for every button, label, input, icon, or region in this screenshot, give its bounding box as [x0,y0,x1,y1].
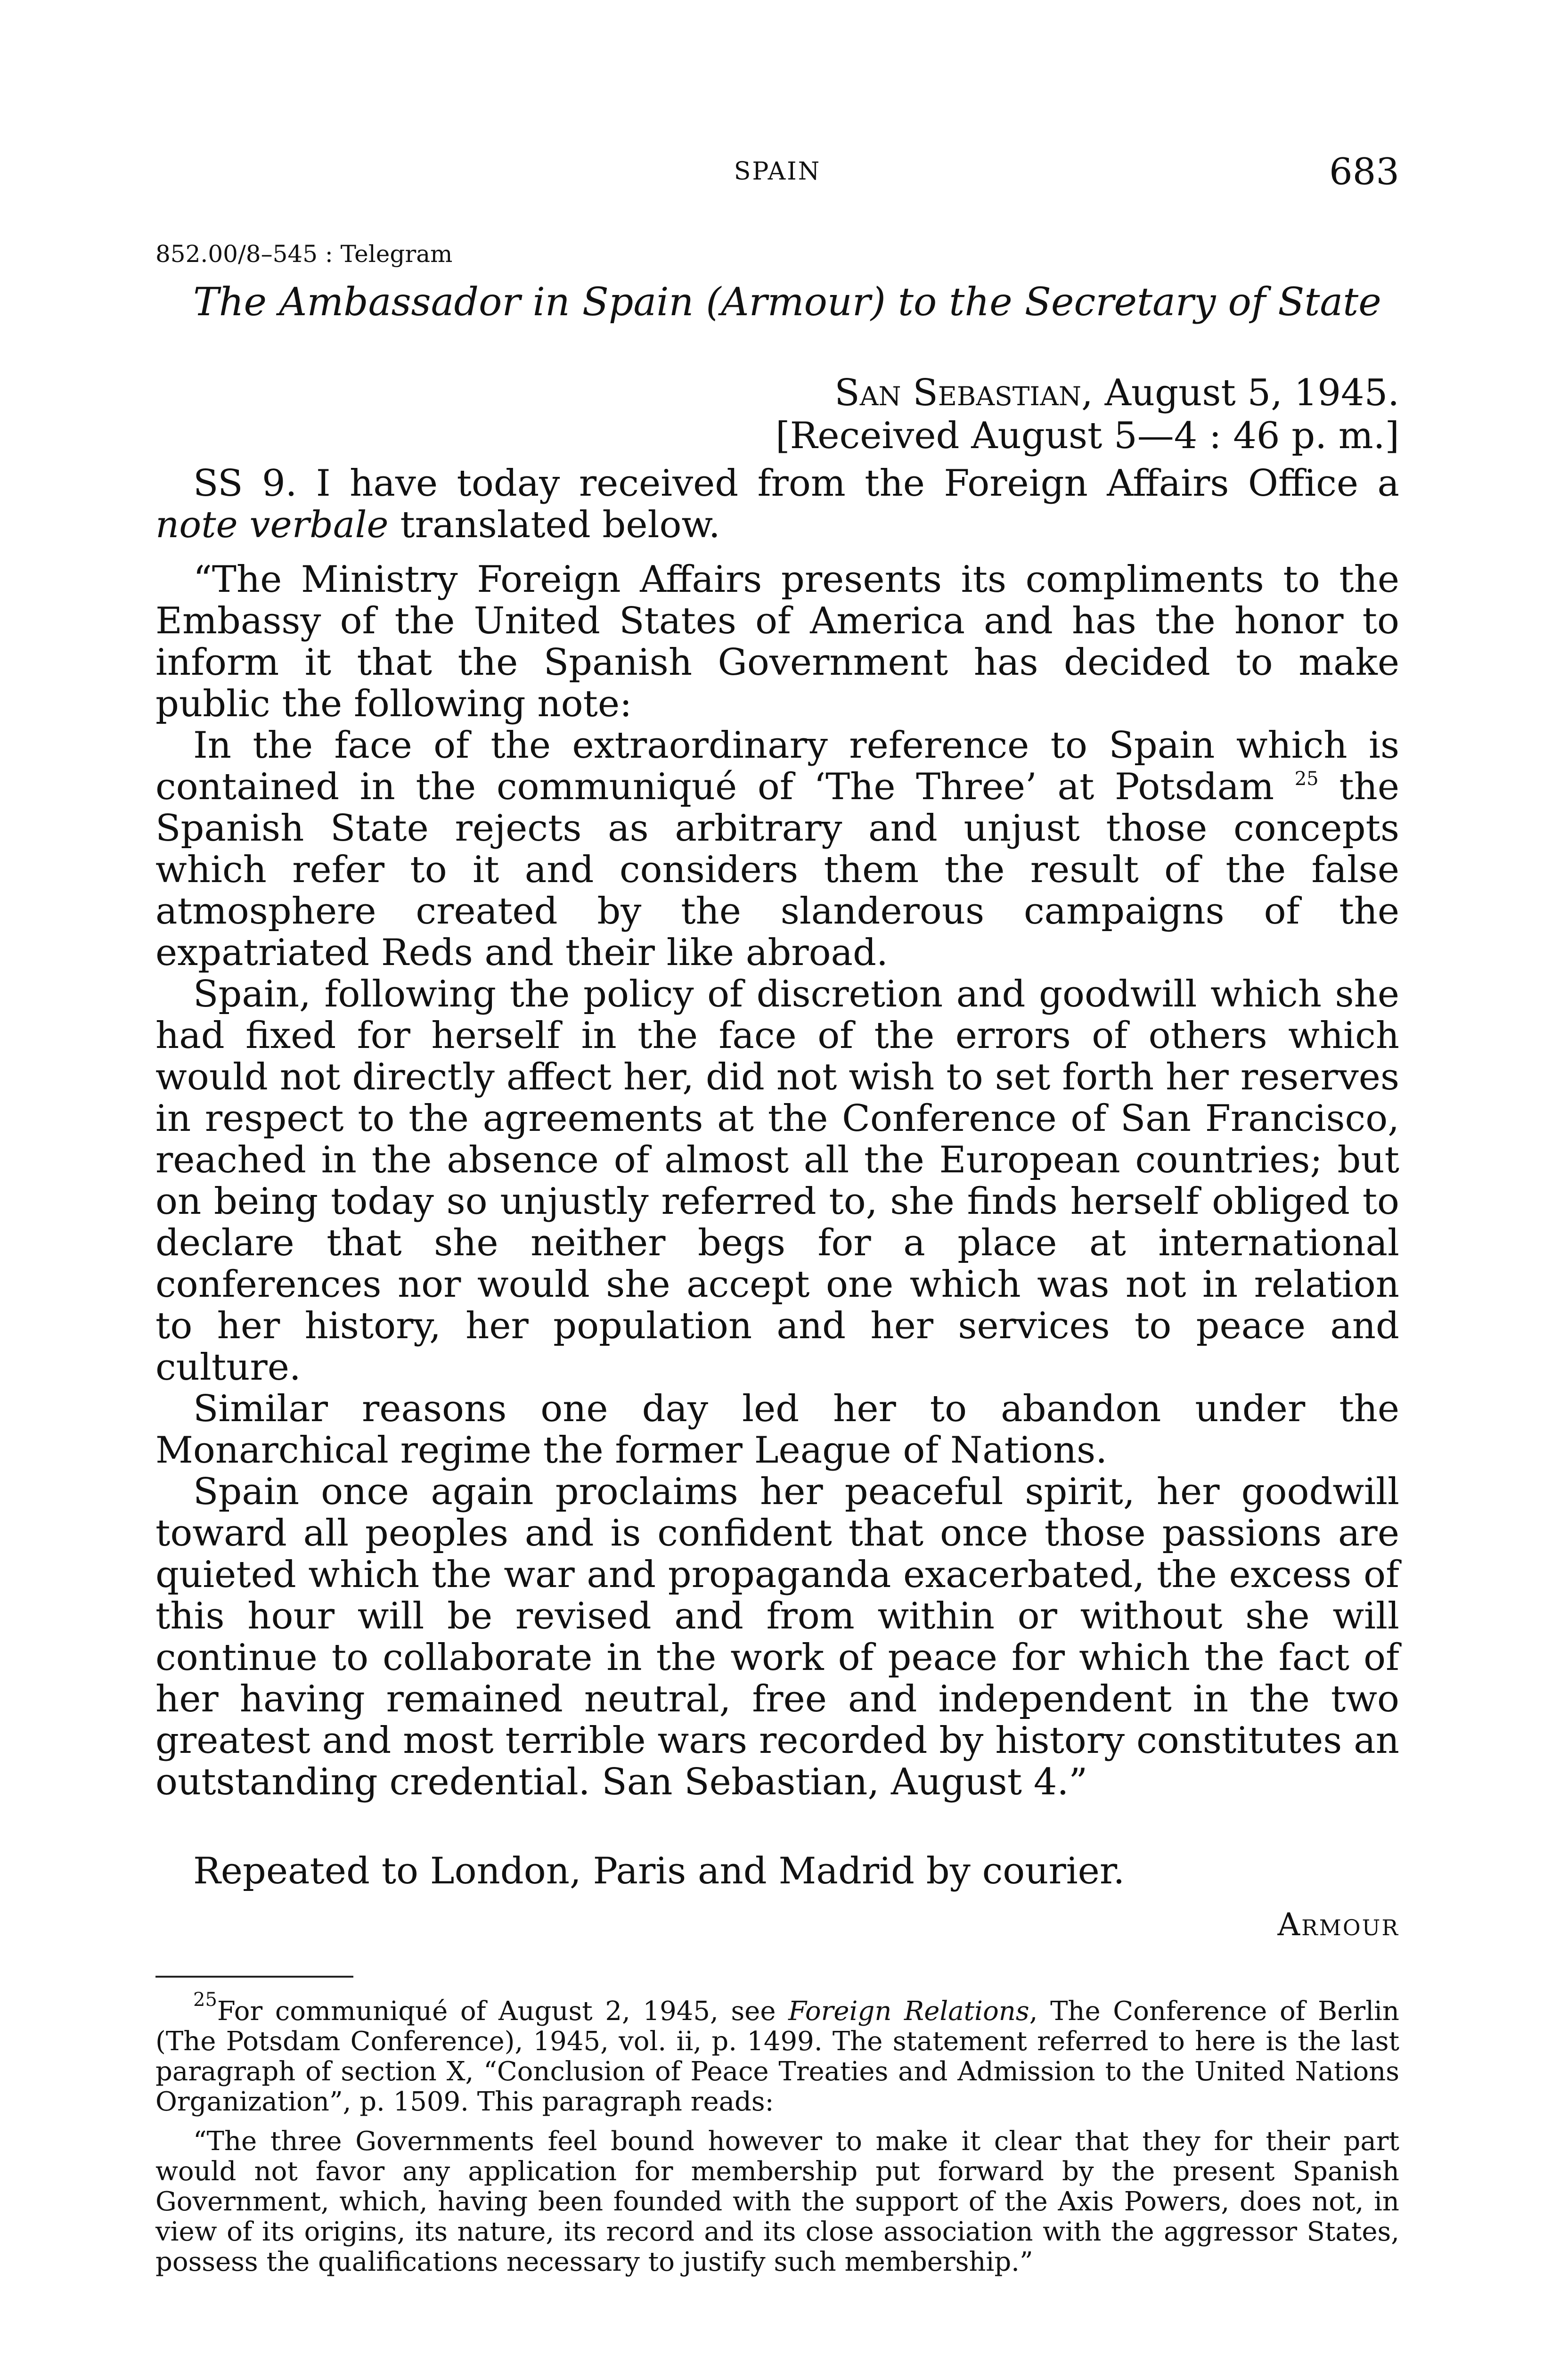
document-reference: 852.00/8–545 : Telegram [155,240,453,268]
quote-text: the Spanish State rejects as arbitrary and unjust those concepts which refer to it and considers them the result of the false atmosphere created by the slanderous campaigns of the expatriated Reds and their like abroad. [155,765,1399,974]
received-line: [Received August 5—4 : 46 p. m.] [776,415,1399,458]
note-verbale-quote [155,559,1399,1803]
signature: Armour [1277,1906,1399,1943]
footnote-mark: 25 [193,1988,217,2011]
footnote-reference[interactable]: 25 [1294,768,1319,790]
footnote-text: , The Conference of Berlin (The Potsdam Conference), 1945, vol. ii, p. 1499. The statement referred to here is the last paragraph of section X, “Conclusion of Peace Treaties and Admission to the United Nations Organization”, p. 1509. This paragraph reads: [155,1996,1400,2117]
dateline [155,372,1399,458]
intro-paragraph [155,463,1399,546]
footnote-quotation: “The three Governments feel bound however to make it clear that they for their part would not favor any application for membership put forward by the present Spanish Government, which, having been founded with the support of the Axis Powers, does not, in view of its origins, its nature, its record and its close association with the aggressor States, possess the qualifications necessary to justify such membership.” [155,2126,1399,2277]
quote-paragraph: Similar reasons one day led her to abandon under the Monarchical regime the former League of Nations. [155,1387,1399,1472]
footnote-divider [155,1976,353,1978]
running-title: SPAIN [734,157,821,186]
quote-paragraph: Spain, following the policy of discretion and goodwill which she had fixed for herself in the face of the errors of others which would not directly affect her, did not wish to set forth her reserves in respect to the agreements at the Conference of San Francisco, reached in the absence of almost all the European countries; but on being today so unjustly referred to, she finds herself obliged to declare that she neither begs for a place at international conferences nor would she accept one which was not in relation to her history, her population and her services to peace and culture. [155,973,1399,1389]
document-page [155,151,1399,2277]
repeated-note: Repeated to London, Paris and Madrid by courier. [193,1849,1125,1892]
page-number: 683 [1329,151,1399,193]
intro-italic: note verbale [155,503,389,546]
running-head [155,151,1399,207]
quote-paragraph [155,725,1399,973]
intro-text: SS 9. I have today received from the Foreign Affairs Office a [193,462,1399,505]
intro-text-end: translated below. [388,503,720,546]
footnotes [155,1988,1400,2277]
quote-text: In the face of the extraordinary reference to Spain which is contained in the communiqué of ‘The Three’ at Potsdam [155,724,1399,808]
footnote-text: For communiqué of August 2, 1945, see [217,1996,789,2027]
document-title: The Ambassador in Spain (Armour) to the Secretary of State [193,280,1381,325]
place: San Sebastian [834,372,1081,414]
footnote-italic: Foreign Relations [788,1996,1029,2027]
footnote-25 [155,1988,1400,2117]
quote-paragraph: Spain once again proclaims her peaceful spirit, her goodwill toward all peoples and is confident that once those passions are quieted which the war and propaganda exacerbated, the excess of this hour will be revised and from within or without she will continue to collaborate in the work of peace for which the fact of her having remained neutral, free and independent in the two greatest and most terrible wars recorded by history constitutes an outstanding credential. San Sebastian, August 4.” [155,1470,1399,1803]
quote-paragraph: “The Ministry Foreign Affairs presents its compliments to the Embassy of the United States of America and has the honor to inform it that the Spanish Government has decided to make public the following note: [155,558,1399,725]
place-date-line [155,372,1399,415]
date: , August 5, 1945. [1081,372,1399,414]
